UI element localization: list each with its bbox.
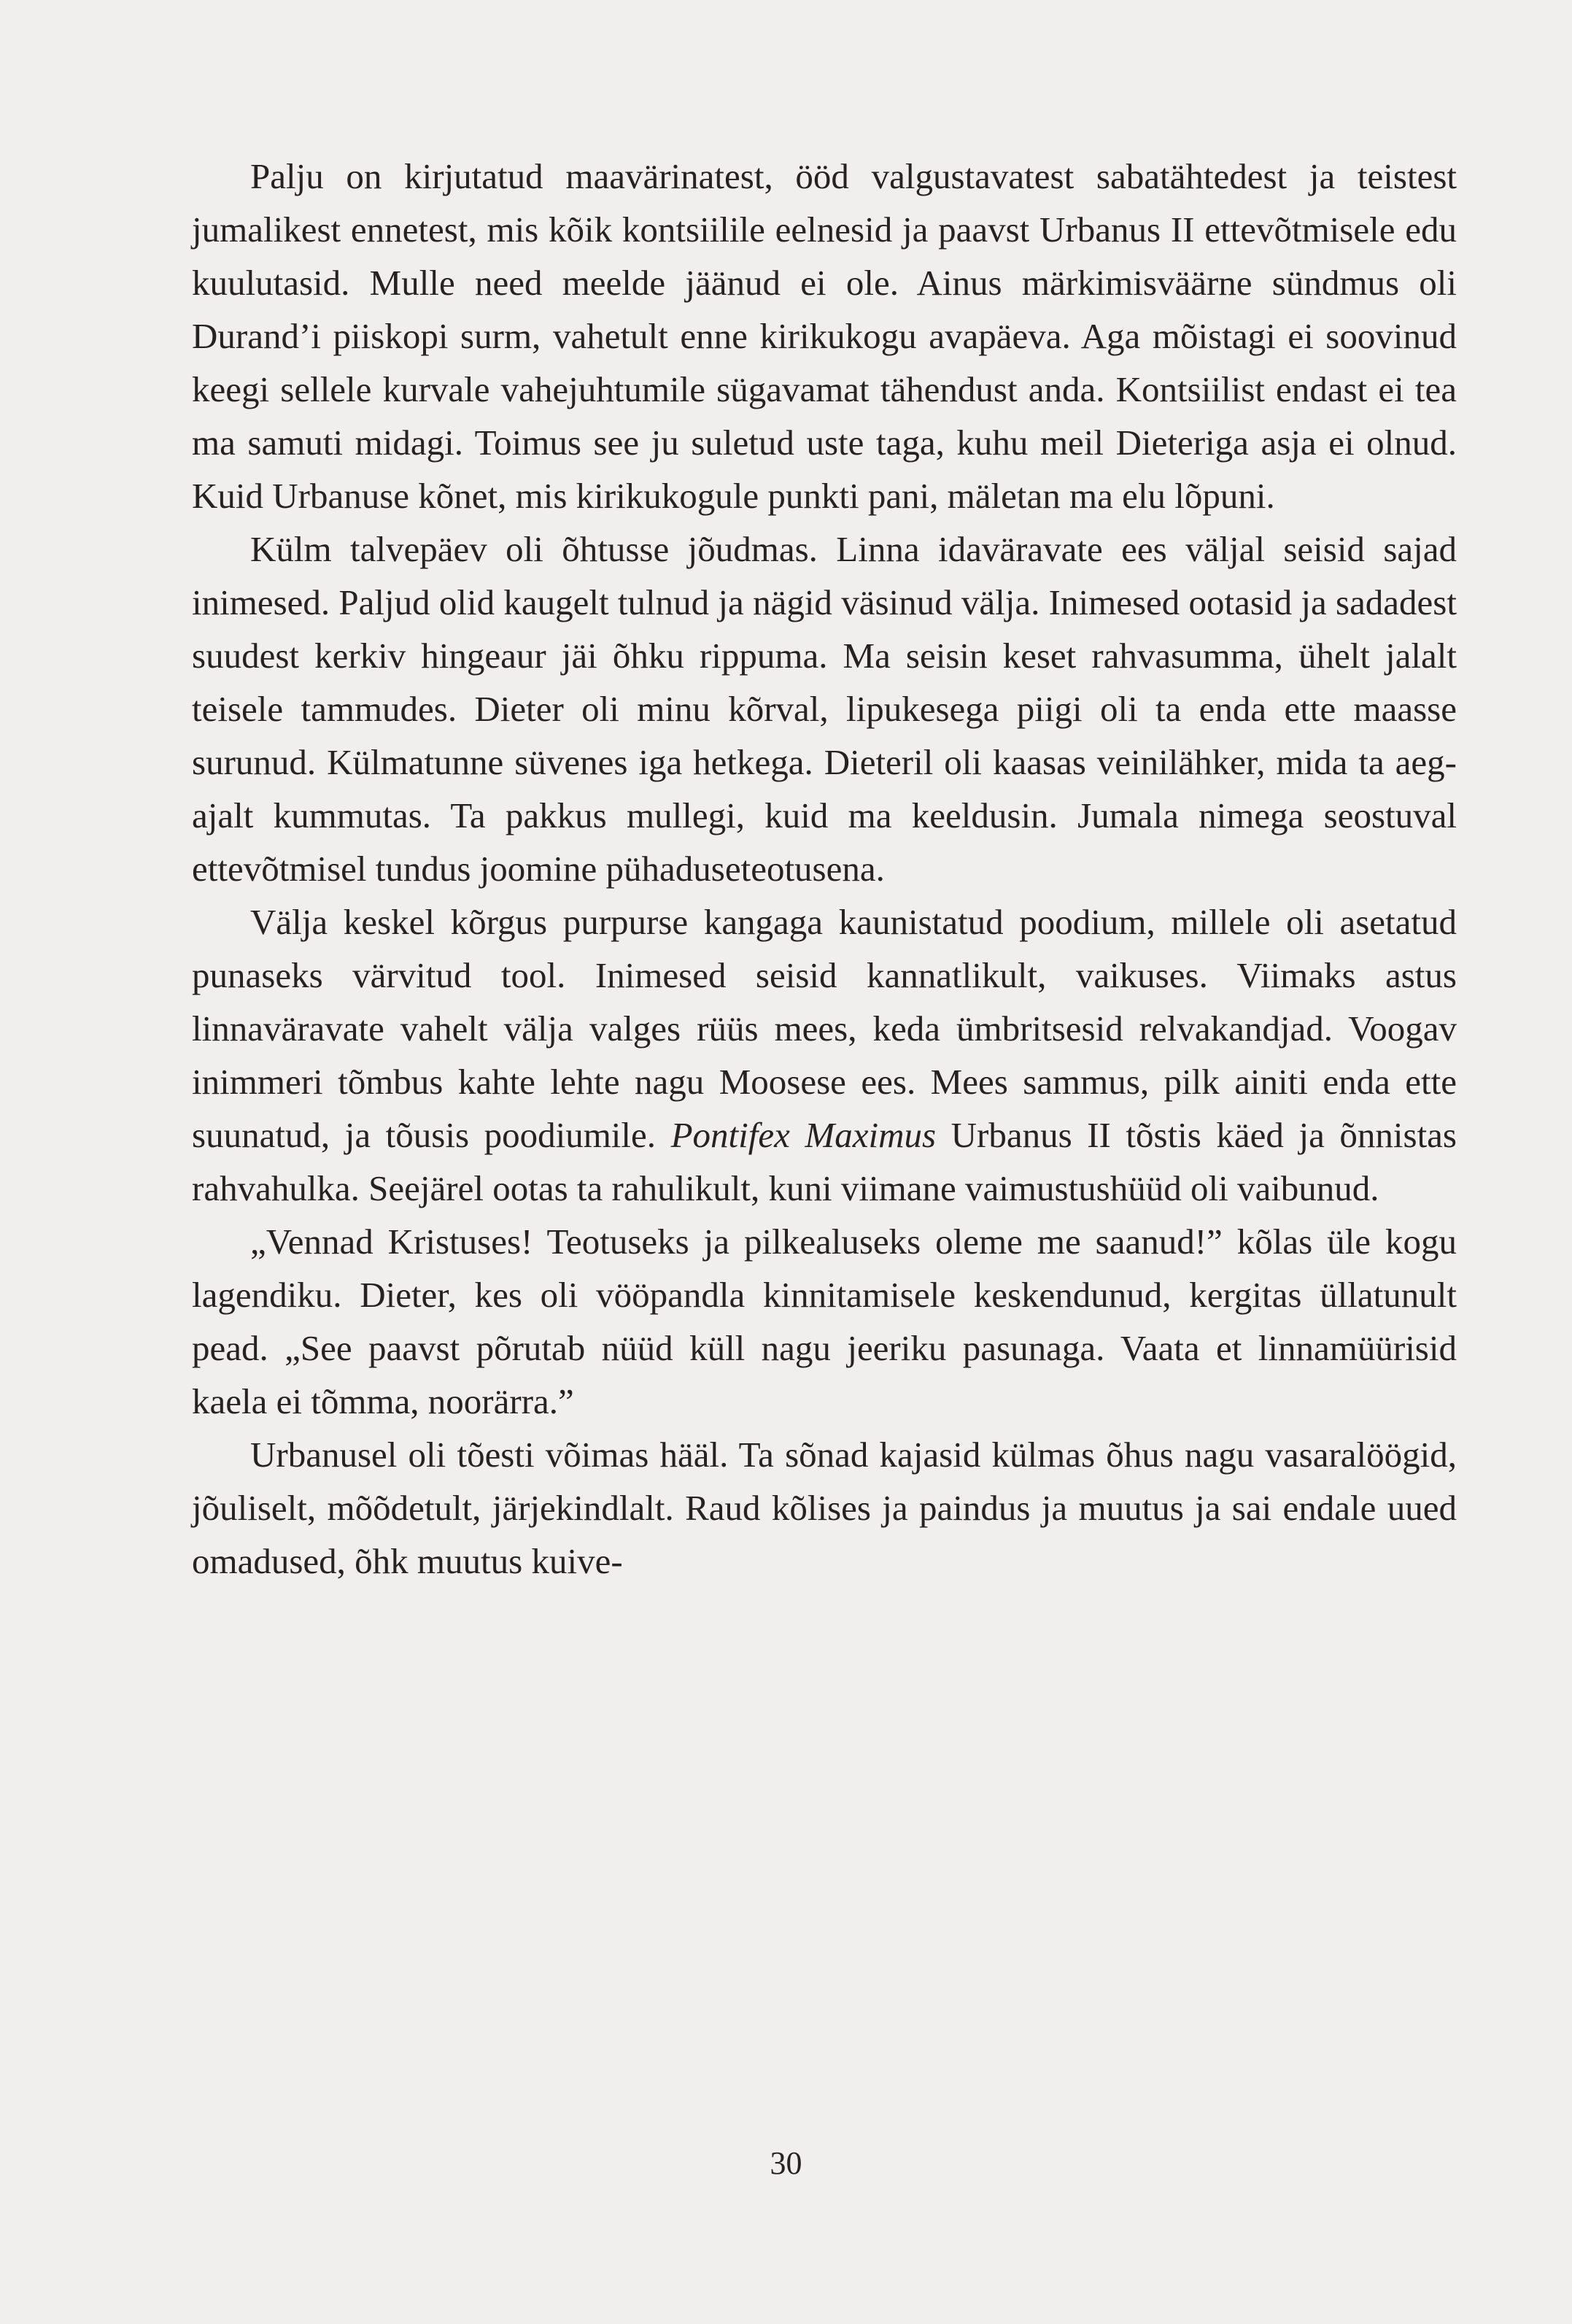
paragraph (192, 522, 1457, 895)
paragraph-text: Külm talvepäev oli õhtusse jõudmas. Linna idaväravate ees väljal seisid sajad inimesed. Paljud olid kaugelt tulnud ja nägid väsinud välja. Inimesed ootasid ja sadadest suudest kerkiv hingeaur jäi õhku rippuma. Ma seisin keset rahvasumma, ühelt jalalt teisele tammudes. Dieter oli minu kõrval, lipukesega piigi oli ta enda ette maasse surunud. Külmatunne süvenes iga hetkega. Dieteril oli kaasas veinilähker, mida ta aegajalt kummutas. Ta pakkus mullegi, kuid ma keeldusin. Jumala nimega seostuval ettevõtmisel tundus joomine pühaduseteotusena. (192, 529, 1457, 889)
page-number: 30 (770, 2145, 802, 2181)
paragraph-text: „Vennad Kristuses! Teotuseks ja pilkealuseks oleme me saanud!” kõlas üle kogu lagendiku. Dieter, kes oli vööpandla kinnitamisele keskendunud, kergitas üllatunult pead. „See paavst põrutab nüüd küll nagu jeeriku pasunaga. Vaata et linnamüürisid kaela ei tõmma, noorärra.” (192, 1221, 1457, 1421)
paragraph (192, 1428, 1457, 1588)
italic-phrase: Pontifex Maximus (670, 1115, 937, 1155)
paragraph-text-continued: Urbanus II tõstis käed ja õnnistas rahvahulka. Seejärel ootas ta rahulikult, kuni viimane vaimustushüüd oli vaibunud. (192, 1115, 1457, 1208)
paragraph (192, 895, 1457, 1215)
paragraph (192, 1215, 1457, 1428)
paragraph-text: Palju on kirjutatud maavärinatest, ööd valgustavatest sabatähtedest ja teistest jumalikest ennetest, mis kõik kontsiilile eelnesid ja paavst Urbanus II ettevõtmisele edu kuulutasid. Mulle need meelde jäänud ei ole. Ainus märkimisväärne sündmus oli Durand’i piiskopi surm, vahetult enne kirikukogu avapäeva. Aga mõistagi ei soovinud keegi sellele kurvale vahejuhtumile sügavamat tähendust anda. Kontsiilist endast ei tea ma samuti midagi. Toimus see ju suletud uste taga, kuhu meil Dieteriga asja ei olnud. Kuid Urbanuse kõnet, mis kirikukogule punkti pani, mäletan ma elu lõpuni. (192, 156, 1457, 516)
paragraph-text: Urbanusel oli tõesti võimas hääl. Ta sõnad kajasid külmas õhus nagu vasaralöögid, jõuliselt, mõõdetult, järjekindlalt. Raud kõlises ja paindus ja muutus ja sai endale uued omadused, õhk muutus kuive- (192, 1435, 1457, 1581)
paragraph (192, 150, 1457, 522)
body-text (192, 150, 1457, 1588)
paragraph-text: Välja keskel kõrgus purpurse kangaga kaunistatud poodium, millele oli asetatud punaseks värvitud tool. Inimesed seisid kannatlikult, vaikuses. Viimaks astus linnaväravate vahelt välja valges rüüs mees, keda ümbritsesid relvakandjad. Voogav inimmeri tõmbus kahte lehte nagu Moosese ees. Mees sammus, pilk ainiti enda ette suunatud, ja tõusis poodiumile. (192, 902, 1457, 1155)
